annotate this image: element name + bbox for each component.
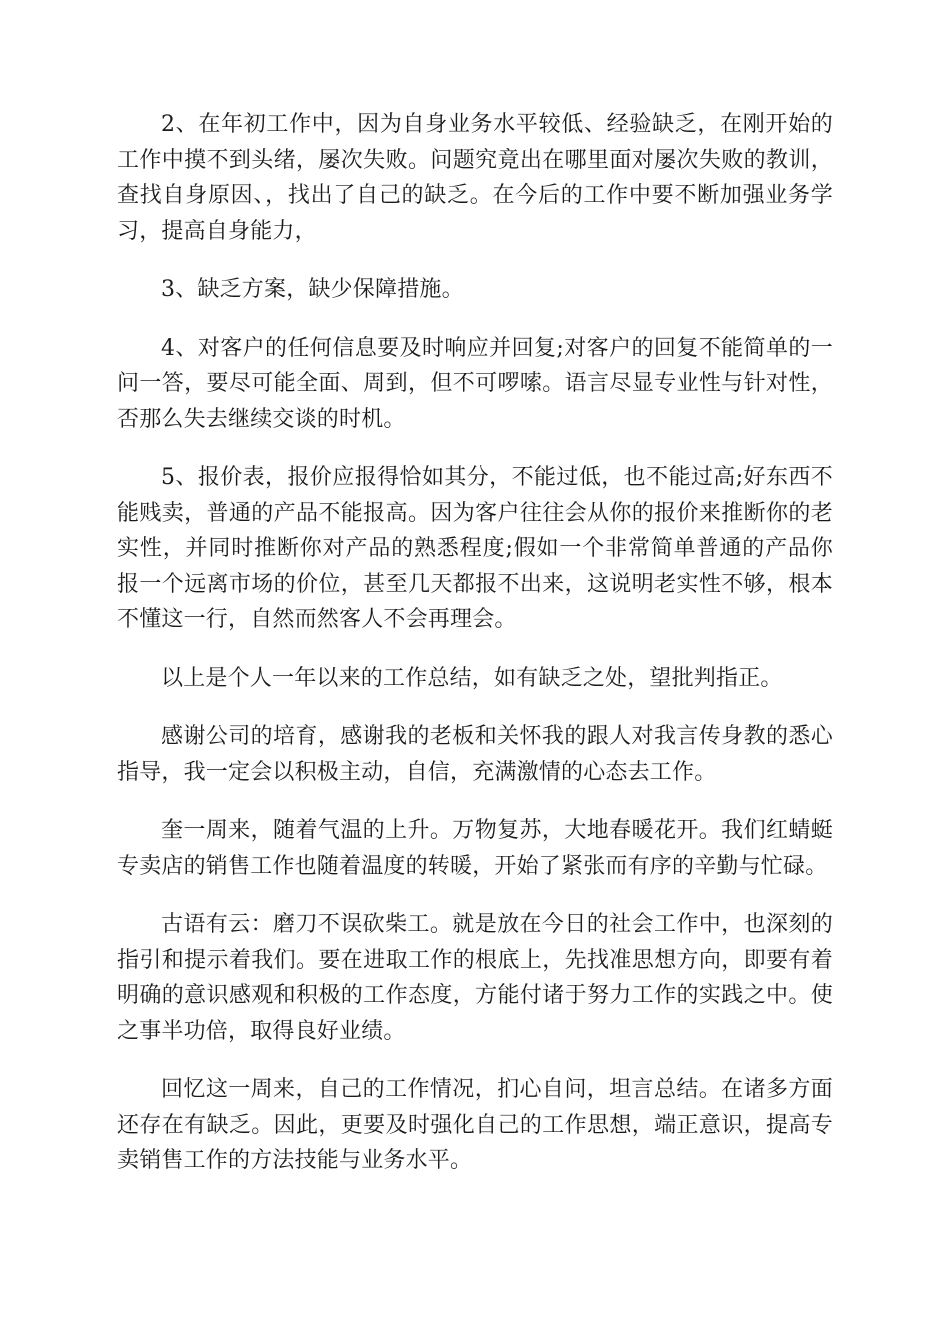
paragraph-5: 5、报价表，报价应报得恰如其分，不能过低，也不能过高;好东西不能贱卖，普通的产品不能报高。因为客户往往会从你的报价来推断你的老实性，并同时推断你对产品的熟悉程度;假如一个非常简单普通的产品你报一个远离市场的价位，甚至几天都报不出来，这说明老实性不够，根本不懂这一行，自然而然客人不会再理会。: [117, 465, 833, 632]
paragraph-proverb: 古语有云：磨刀不误砍柴工。就是放在今日的社会工作中，也深刻的指引和提示着我们。要在进取工作的根底上，先找准思想方向，即要有着明确的意识感观和积极的工作态度，方能付诸于努力工作的实践之中。使之事半功倍，取得良好业绩。: [117, 912, 833, 1044]
paragraph-4: 4、对客户的任何信息要及时响应并回复;对客户的回复不能简单的一问一答，要尽可能全面、周到，但不可啰嗦。语言尽显专业性与针对性，否那么失去继续交谈的时机。: [117, 335, 833, 432]
paragraph-2: 2、在年初工作中，因为自身业务水平较低、经验缺乏，在刚开始的工作中摸不到头绪，屡次失败。问题究竟出在哪里面对屡次失败的教训，查找自身原因、，找出了自己的缺乏。在今后的工作中要不断加强业务学习，提高自身能力，: [117, 112, 833, 244]
document-body: [117, 107, 833, 1202]
paragraph-week-intro: 奎一周来，随着气温的上升。万物复苏，大地春暖花开。我们红蜻蜓专卖店的销售工作也随着温度的转暖，开始了紧张而有序的辛勤与忙碌。: [117, 818, 833, 879]
paragraph-thanks: 感谢公司的培育，感谢我的老板和关怀我的跟人对我言传身教的悉心指导，我一定会以积极主动，自信，充满激情的心态去工作。: [117, 724, 833, 785]
paragraph-summary: 以上是个人一年以来的工作总结，如有缺乏之处，望批判指正。: [161, 665, 783, 691]
paragraph-3: 3、缺乏方案，缺少保障措施。: [161, 277, 464, 302]
paragraph-reflection: 回忆这一周来，自己的工作情况，扪心自问，坦言总结。在诸多方面还存在有缺乏。因此，更要及时强化自己的工作思想，端正意识，提高专卖销售工作的方法技能与业务水平。: [117, 1077, 833, 1173]
